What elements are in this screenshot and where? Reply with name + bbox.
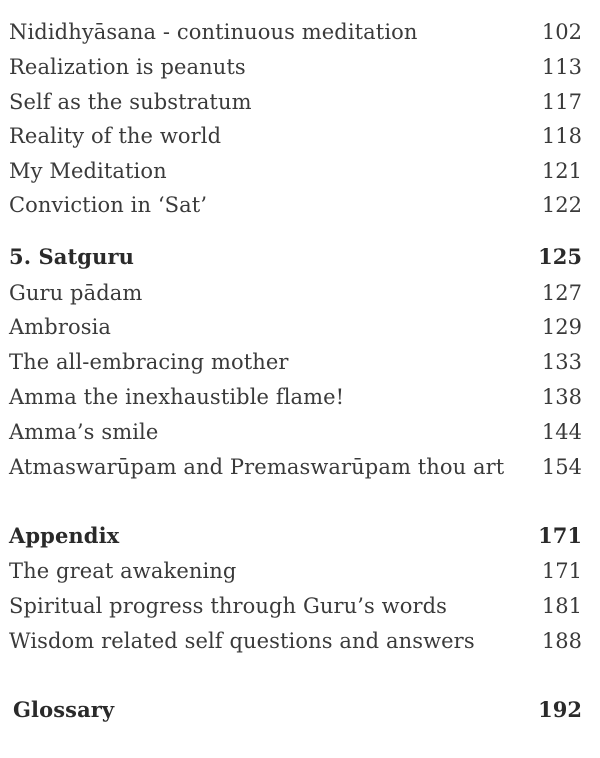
toc-entry [9,347,582,377]
toc-entry-page: 188 [541,629,582,653]
toc-entry [9,591,582,621]
toc-entry [9,87,582,117]
toc-entry-title: Self as the substratum [9,90,252,114]
toc-section-heading [13,695,582,725]
toc-entry-title: Wisdom related self questions and answers [9,629,475,653]
toc-section-heading [9,521,582,551]
toc-entry-title: Realization is peanuts [9,55,246,79]
toc-entry [9,452,582,482]
toc-entry-title: The great awakening [9,559,237,583]
toc-section-title: 5. Satguru [9,244,134,269]
toc-section-heading [9,242,582,272]
toc-entry-page: 117 [541,90,582,114]
toc-entry [9,556,582,586]
toc-entry-page: 102 [541,20,582,44]
toc-entry-page: 133 [541,350,582,374]
toc-entry [9,190,582,220]
toc-entry-title: Amma the inexhaustible flame! [9,385,345,409]
toc-entry [9,52,582,82]
toc-section-title: Appendix [9,523,120,548]
toc-entry-title: Reality of the world [9,124,222,148]
toc-entry [9,156,582,186]
toc-entry-page: 122 [541,193,582,217]
toc-entry-page: 138 [541,385,582,409]
toc-section-page: 192 [538,697,582,722]
toc-entry [9,17,582,47]
toc-entry-title: Amma’s smile [9,420,159,444]
toc-entry [9,382,582,412]
toc-entry [9,278,582,308]
toc-entry [9,626,582,656]
toc-entry [9,121,582,151]
toc-entry [9,417,582,447]
toc-section-page: 171 [538,523,582,548]
toc-section-title: Glossary [13,697,115,722]
toc-entry-title: Ambrosia [9,315,112,339]
toc-entry-title: Nididhyāsana - continuous meditation [9,20,418,44]
toc-entry [9,312,582,342]
toc-entry-page: 171 [541,559,582,583]
toc-entry-page: 181 [541,594,582,618]
toc-entry-page: 118 [541,124,582,148]
toc-entry-title: My Meditation [9,159,167,183]
toc-entry-page: 144 [541,420,582,444]
toc-entry-page: 129 [541,315,582,339]
toc-entry-title: Spiritual progress through Guru’s words [9,594,448,618]
toc-entry-page: 127 [541,281,582,305]
toc-entry-page: 154 [541,455,582,479]
toc-entry-title: Guru pādam [9,281,143,305]
toc-entry-title: Conviction in ‘Sat’ [9,193,208,217]
toc-entry-title: The all-embracing mother [9,350,289,374]
toc-entry-title: Atmaswarūpam and Premaswarūpam thou art [9,455,505,479]
toc-section-page: 125 [538,244,582,269]
toc-entry-page: 121 [541,159,582,183]
toc-entry-page: 113 [541,55,582,79]
